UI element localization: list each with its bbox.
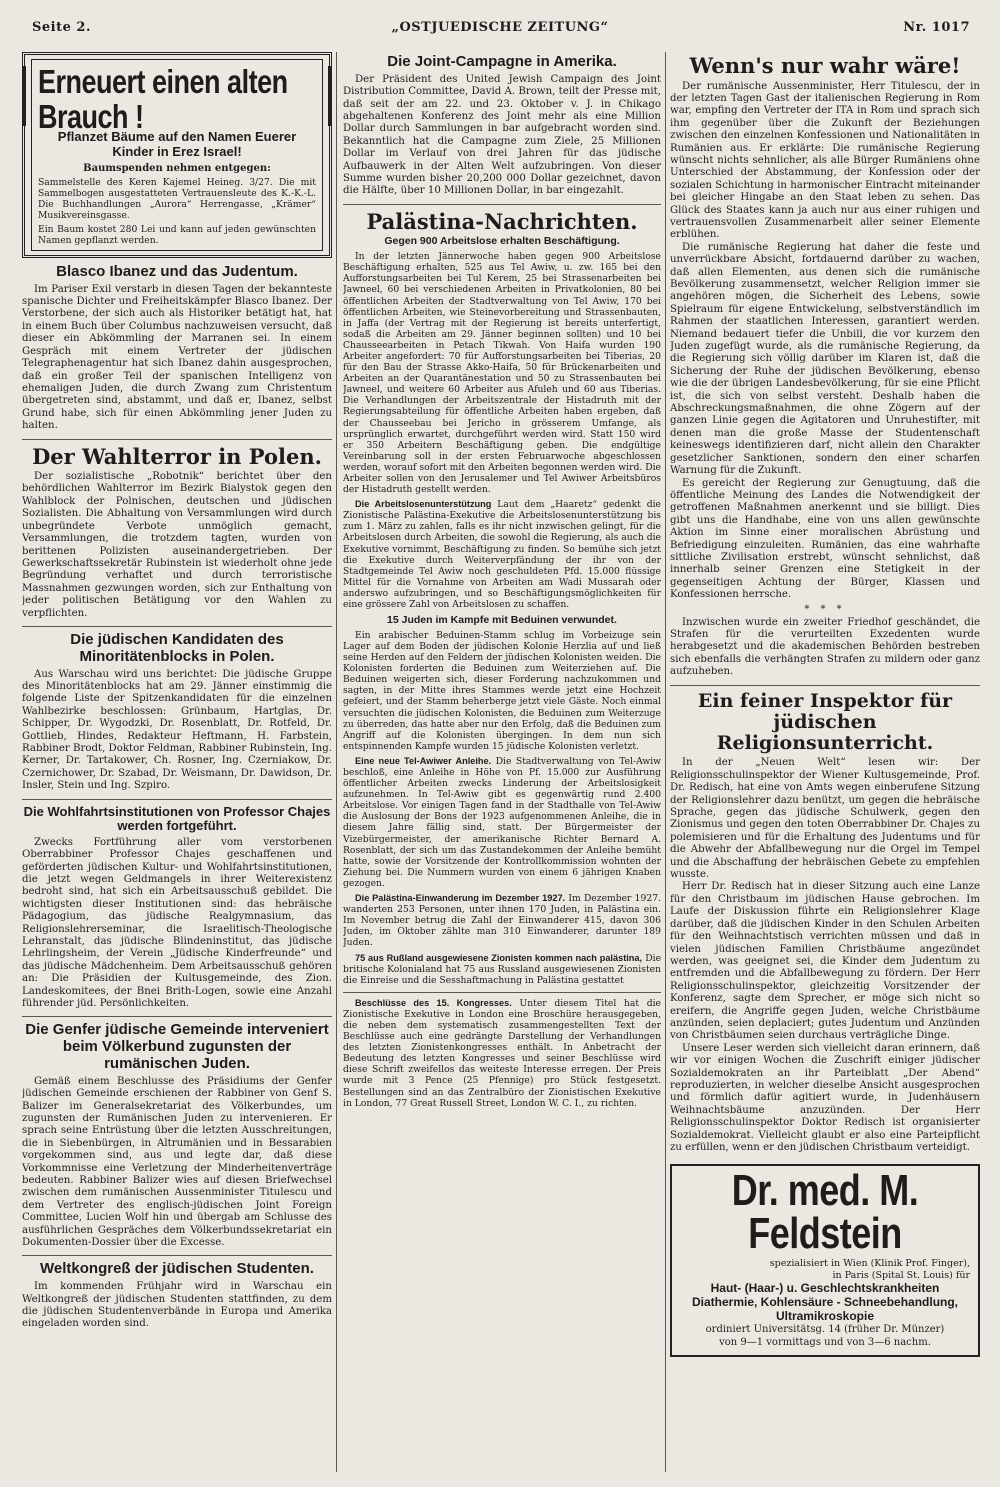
news-body: Ein arabischer Beduinen-Stamm schlug im Vorbeizuge sein Lager auf dem Boden der jüdischen Kolonie Herzlia auf und ließ seine Herden auf den Feldern der jüdischen Kolonisten weiden. Die Kolonisten forderten die Beduinen zum Weiterziehen auf. Die Beduinen weigerten sich, dieser Forderung nachzukommen und sagten, in der Mitte ihres Stammes werde jetzt eine Hochzeit gefeiert, und der Stamm beherberge jetzt viele Gäste. Noch einmal versuchten die jüdischen Kolonisten, die Beduinen zum Weiterzuge zu überreden, das hatte aber nur den Erfolg, daß die Beduinen zum Angriff auf die Kolonisten übergingen. In dem nun sich entspinnenden Kampfe wurden 15 jüdische Kolonisten verletzt.: [343, 629, 661, 752]
article-title: Die Genfer jüdische Gemeinde interveniert beim Völkerbund zugunsten der rumänischen Juden.: [25, 1021, 329, 1072]
news-item: [343, 953, 661, 986]
article-body: Zwecks Fortführung aller vom verstorbenen Oberrabbiner Professor Chajes geschaffenen und geförderten jüdischen Kultur- und Wohlfahrtsinstitutionen, die jetzt wegen Geldmangels in ihrer Weiterexistenz bedroht sind, hat sich ein Arbeitsausschuß gebildet. Die wichtigsten dieser Institutionen sind: das hebräische Pädagogium, das jüdische Realgymnasium, das Religionslehrerseminar, die Israelitisch-Theologische Lehranstalt, das jüdische Blindeninstitut, das jüdische Lehrlingsheim, der Verein „Jüdische Kinderfreunde“ und das jüdische Mädchenheim. Dem Arbeitsausschuß gehören an: Die Präsidien der Kultusgemeinde, des Zion. Landeskomitees, der Bnei Brith-Logen, sowie eine Anzahl führender jüd. Persönlichkeiten.: [22, 836, 332, 1009]
news-item: [343, 998, 661, 1109]
article-body: Unsere Leser werden sich vielleicht daran erinnern, daß wir vor einigen Wochen die Zuschrift einiger jüdischer Sozialdemokraten an ihr Parteiblatt „Der Abend“ reproduzierten, in welcher dieselbe Ansicht ausgesprochen und förmlich dafür agitiert wurde, in Judenhäusern Weihnachtsbäume anzuzünden. Der Herr Religionsschulinspektor Doktor Redisch ist organisierter Sozialdemokrat. Vielleicht glaubt er also eine Parteipflicht zu erfüllen, wenn er den jüdischen Christbaum verteidigt.: [670, 1042, 980, 1153]
news-body: Laut dem „Haaretz“ gedenkt die Zionistische Palästina-Exekutive die Arbeitslosenunterstützung bis zum 1. März zu zahlen, falls es ihr nicht inzwischen gelingt, für die Arbeitslosen durch Arbeiten, die sowohl die Regierung, als auch die Exekutive vornimmt, Beschäftigung zu finden. So bemühe sich jetzt die Exekutive durch Weiterverpfändung der ihr von der Stadtgemeinde Tel Awiw noch geschuldeten Pfd. 15.000 flüssige Mittel für die Vornahme von Arbeiten am Wadi Mussarah oder anderswo aufzubringen, und so Beschäftigungsmöglichkeiten für eine grössere Zahl von Arbeitslosen zu schaffen.: [343, 499, 661, 611]
ad-decor-bar: [22, 66, 26, 126]
ad-subheadline: Pflanzet Bäume auf den Namen Euerer Kinder in Erez Israel!: [57, 128, 297, 160]
news-item: [343, 756, 661, 889]
news-body: In der letzten Jännerwoche haben gegen 900 Arbeitslose Beschäftigung erhalten, 525 aus Tel Awiw, u. zw. 165 bei den Aufforstungsarbeiten bei Tul Kerem, 25 bei Strassenarbeiten bei Jawneel, 60 bei verschiedenen Arbeiten in Privatkolonien, 80 bei öffentlichen Arbeiten der Stadtverwaltung von Tel Awiw, 170 bei öffentlichen Arbeiten, wie Steinevorbereitung und Strassenbauten, in Jaffa (der Vertrag mit der Regierung ist bereits unterfertigt, sodaß die Arbeiten am 29. Jänner beginnen sollten) und 10 bei Chausseearbeiten in Petach Tikwah. Von Haifa wurden 190 Arbeiter angefordert: 70 für Aufforstungsarbeiten bei Tiberias, 20 für den Bau der Strasse Akko-Haifa, 50 für Brückenarbeiten und Arbeiten an der Quarantänestation und 50 zu Strassenbauten bei Jawneel, und weitere 60 Arbeiter aus Afuleh und 60 aus Tiberias. Die Verhandlungen der Arbeitszentrale der Histadruth mit der Regierungsabteilung für öffentliche Arbeiten haben ergeben, daß der Chausseebau bei Jericho in grösserem Umfange, als ursprünglich erwartet, durchgeführt werden wird. Statt 150 wird er 350 Arbeitern Beschäftigung geben. Die endgültige Vereinbarung soll in der ersten Februarwoche abgeschlossen werden, worauf sofort mit den Arbeiten begonnen werden wird. Die Arbeiter sollen von den Jerusalemer und Tel Awiwer Arbeitsbüros der Histadruth gestellt werden.: [343, 251, 661, 496]
section-dots: * * *: [804, 603, 846, 615]
doctor-address: ordiniert Universitätsg. 14 (früher Dr. Münzer): [705, 1324, 945, 1336]
doctor-name: Dr. med. M. Feldstein: [731, 1165, 919, 1259]
doctor-fields: Haut- (Haar-) u. Geschlechtskrankheiten Diathermie, Kohlensäure - Schneebehandlung, Ultramikroskopie: [691, 1281, 959, 1324]
divider: [343, 204, 661, 205]
article-title: Wenn's nur wahr wäre!: [689, 53, 961, 78]
article-body: Herr Dr. Redisch hat in dieser Sitzung auch eine Lanze für den Christbaum im jüdischen Hause gebrochen. Im Laufe der Diskussion führte ein Religionslehrer Klage darüber, daß die jüdischen Kinder in den Schulen Arbeiten für den Weihnachtstisch verrichten müssen und daß in vielen jüdischen Familien Christbäume angezündet werden, was geeignet sei, die Kinder dem Judentum zu entfremden und die Abfallbewegung zu fördern. Der Herr Religionsschulinspektor, gleichzeitig Vorsitzender der Konferenz, sagte dem Sprecher, er möge sich nicht so ereifern, die Angriffe gegen Juden, welche Christbäume anzünden, seien deplaciert; gutes Judentum und Anzünden von Christbäumen seien durchaus verträgliche Dinge.: [670, 881, 980, 1042]
article-body: Aus Warschau wird uns berichtet: Die jüdische Gruppe des Minoritätenblocks hat am 29. Jänner einstimmig die folgende Liste der Spitzenkandidaten für die einzelnen Wahlbezirke beschlossen: Grünbaum, Hartglas, Dr. Schipper, Dr. Wygodzki, Dr. Rosenblatt, Dr. Rotfeld, Dr. Gottlieb, Hindes, Redakteur Heftmann, H. Farbstein, Rabbiner Brodt, Doktor Feldman, Rabbiner Rubinstein, Ing. Kerner, Dr. Tartakower, Ch. Rosner, Ing. Czerniakow, Dr. Czernichower, Dr. Szabad, Dr. Weismann, Dr. Dawidson, Dr. Insler, Stein und Ing. Szpiro.: [22, 668, 332, 792]
article-title: Die Joint-Campagne in Amerika.: [387, 53, 617, 70]
column-middle: [343, 52, 661, 1482]
article-body: Es gereicht der Regierung zur Genugtuung, daß die öffentliche Meinung des Landes die Notwendigkeit der getroffenen Maßnahmen anerkennt und sie billigt. Dies gibt uns die Handhabe, eine von uns allen gewünschte Aktion im Sinne einer moralischen Abrüstung und Befriedigung einzuleiten. Rumänien, das eine wahrhafte sittliche Zivilisation erstrebt, wünscht sehnlichst, daß innerhalb seiner Grenzen eine Stetigkeit in der gegenseitigen Achtung der Bürger, Klassen und Konfessionen herrsche.: [670, 477, 980, 601]
ad-donations-label: Baumspenden nehmen entgegen:: [83, 162, 271, 174]
column-rule: [665, 52, 666, 1472]
divider: [22, 439, 332, 440]
divider: [22, 1255, 332, 1256]
doctor-hours: von 9—1 vormittags und von 3—6 nachm.: [719, 1337, 931, 1349]
tree-planting-ad: [22, 52, 332, 258]
news-body: Die Stadtverwaltung von Tel-Awiw beschloß, eine Anleihe in Höhe von Pf. 15.000 zur Ausführung öffentlicher Arbeiten zwecks Linderung der Arbeitslosigkeit aufzunehmen. In Tel-Awiw gibt es gegenwärtig rund 2.400 Arbeitslose. Vor einigen Tagen fand in der Stadthalle von Tel-Awiw die Auslosung der Bons der 1923 aufgenommenen Anleihe, die in diesem Jahre fällig sind, statt. Der Bürgermeister der Vizebürgermeister, der amerikanische Richter Bernard A. Rosenblatt, der sich um das Zustandekommen der Anleihe bemüht hatte, sowie der Vorsitzende der Kontrollkommission wohnten der Ziehung bei. Die Nummern wurden von einem 6 jährigen Knaben gezogen.: [343, 755, 661, 889]
news-lead: Eine neue Tel-Awiwer Anleihe.: [355, 755, 492, 766]
news-subtitle: Gegen 900 Arbeitslose erhalten Beschäftigung.: [384, 235, 620, 248]
article-body: Gemäß einem Beschlusse des Präsidiums der Genfer jüdischen Gemeinde erschienen der Rabbiner von Genf S. Balizer im Generalsekretariat des Völkerbundes, um zugunsten der Rumänischen Juden zu intervenieren. Er sprach seine Entrüstung über die letzten Ausschreitungen, die in Siebenbürgen, in Altrumänien und in Bessarabien vorgekommen sind, aus und legte dar, daß diese Vorkommnisse eine Verletzung der Minderheitenverträge bedeuten. Rabbiner Balizer wies auf diesen Briefwechsel zwischen dem rumänischen Aussenminister Titulescu und dem Vertreter des englisch-jüdischen Joint Foreign Committee, Lucien Wolf hin und übergab am Schlusse des ausführlichen Gespräches dem Völkerbundssekretariat ein Dokumenten-Dossier über die Excesse.: [22, 1075, 332, 1249]
article-body: Die rumänische Regierung hat daher die feste und unverrückbare Absicht, fortdauernd darüber zu wachen, daß allen Elementen, aus denen sich die rumänische Bevölkerung zusammensetzt, welcher Religion immer sie angehören mögen, die Sicherheit des Lebens, sowie Spielraum für eigene Entwickelung, selbstverständlich im Rahmen der staatlichen Interessen, garantiert werden. Niemand bedauert tiefer die Unbill, die vor kurzem den Juden zugefügt wurde, als die rumänische Regierung, da die Regierung sich völlig darüber im Klaren ist, daß die Sicherung der Ruhe der jüdischen Bevölkerung, ebenso wie die der übrigen Landesbevölkerung, für sie eine Pflicht ist, die sich von selbst versteht. Deshalb haben die Abschreckungsmaßnahmen, die ohne Zögern auf der ganzen Linie gegen die Agitatoren und Unruhestifter, mit denen man die große Masse der Studentenschaft keineswegs identifizieren darf, nicht allein den Charakter gesetzlicher Sanktionen, sondern den einer scharfen Warnung für die Zukunft.: [670, 241, 980, 477]
divider: [22, 1016, 332, 1017]
article-body: In der „Neuen Welt“ lesen wir: Der Religionsschulinspektor der Wiener Kultusgemeinde, Prof. Dr. Redisch, hat eine von Amts wegen einberufene Sitzung der Religionslehrer dazu benützt, um gegen die hebräische Sprache, gegen das jüdische Schulwerk, gegen den Zionismus und gegen den toten Oberrabbiner Dr. Chajes zu polemisieren und für die Erhaltung des Judentums und für die Abwehr der Abfallbewegung nur die Orgel im Tempel und die Abschaffung der hebräischen Gebete zu empfehlen wusste.: [670, 757, 980, 881]
news-lead: Die Palästina-Einwanderung im Dezember 1927.: [355, 893, 566, 904]
news-lead: Beschlüsse des 15. Kongresses.: [355, 997, 512, 1008]
news-body: Im Dezember 1927. wanderten 253 Personen, unter ihnen 170 Juden, in Palästina ein. Im November betrug die Zahl der Einwanderer 415, davon 306 Juden, im Oktober zählte man 310 Einwanderer, darunter 189 Juden.: [343, 893, 661, 949]
ad-body: Sammelstelle des Keren Kajemel Heineg. 3/27. Die mit Sammelbogen ausgestatteten Vertrauensleute des K.-K.-L. Die Buchhandlungen „Aurora“ Herrengasse, „Krämer“ Musikvereinsgasse.: [38, 176, 316, 221]
news-lead: Die Arbeitslosenunterstützung: [355, 499, 492, 510]
divider: [22, 626, 332, 627]
divider: [22, 799, 332, 800]
article-title: Blasco Ibanez und das Judentum.: [56, 262, 298, 280]
section-title: Palästina-Nachrichten.: [366, 208, 638, 234]
news-lead: 75 aus Rußland ausgewiesene Zionisten kommen nach palästina,: [355, 952, 643, 963]
article-body: Der Präsident des United Jewish Campaign des Joint Distribution Committee, David A. Brown, teilt der Presse mit, daß seit der am 22. und 23. Oktober v. J. in Chikago abgehaltenen Konferenz des Joint mehr als eine Million Dollar durch Sammlungen in bar aufgebracht worden sind. Bekanntlich hat die Campagne zum Ziele, 25 Millionen Dollar im Verlauf von drei Jahren für das jüdische Aufbauwerk in der Alten Welt aufzubringen. Von dieser Summe wurden bisher 20,200 000 Dollar gezeichnet, davon die Hälfte, über 10 Millionen Dollar, in bar eingezahlt.: [343, 73, 661, 197]
ad-headline: Erneuert einen alten Brauch !: [38, 62, 288, 136]
article-title: Ein feiner Inspektor für jüdischen Religionsunterricht.: [697, 689, 953, 755]
divider: [343, 992, 661, 993]
news-subtitle: 15 Juden im Kampfe mit Beduinen verwundet.: [387, 614, 617, 627]
doctor-ad: [670, 1164, 980, 1357]
article-title: Die jüdischen Kandidaten des Minoritätenblocks in Polen.: [70, 630, 284, 665]
article-body: Inzwischen wurde ein zweiter Friedhof geschändet, die Strafen für die verurteilten Exzedenten wurde herabgesetzt und die akademischen Behörden bestreben sich ebenfalls die verhängten Strafen zu mildern oder ganz aufzuheben.: [670, 616, 980, 678]
page-header: [0, 0, 1000, 40]
ad-frame: [31, 59, 323, 251]
news-item: [343, 893, 661, 948]
article-body: Der sozialistische „Robotnik“ berichtet über den behördlichen Wahlterror im Bezirk Bialystok gegen den Wahlblock der Polnischen, deutschen und jüdischen Sozialisten. Die Abhaltung von Versammlungen wird durch unbegründete Verbote unmöglich gemacht, Versammlungen, die trotzdem tagten, wurden von berittenen Polizisten auseinandergetrieben. Der Gewerkschaftssekretär Rubinstein ist wiederholt ohne jede Begründung verhaftet und durch terroristische Massnahmen gezwungen worden, sich zur Enthaltung von jeder politischen Betätigung vor den Wahlen zu verpflichten.: [22, 471, 332, 619]
page-number: Seite 2.: [32, 20, 91, 35]
news-body: Die britische Kolonialand hat 75 aus Russland ausgewiesenen Zionisten die Einreise und die Sesshaftmachung in Palästina gestattet: [343, 952, 661, 986]
palestine-news: [343, 236, 661, 1108]
news-body: Unter diesem Titel hat die Zionistische Exekutive in London eine Broschüre herausgegeben, die neben dem systematisch zusammengestellten Text der Beschlüsse auch eine gedrängte Darstellung der Verhandlungen des letzten Zionistenkongresses enthält. In Anbetracht der Bedeutung des letzten Kongresses und seiner Beschlüsse wird diese Schrift zweifellos das weiteste Interesse erregen. Der Preis wurde mit 3 Pence (25 Pfennige) pro Stück festgesetzt. Bestellungen sind an das Zentralbüro der Zionistischen Exekutive in London, 77 Great Russell Street, London W. C. I., zu richten.: [343, 997, 661, 1109]
doctor-specialization: in Paris (Spital St. Louis) für: [832, 1269, 970, 1281]
newspaper-name: „OSTJUEDISCHE ZEITUNG“: [391, 20, 609, 35]
article-title: Weltkongreß der jüdischen Studenten.: [40, 1260, 314, 1278]
article-body: Im Pariser Exil verstarb in diesen Tagen der bekannteste spanische Dichter und Freiheitskämpfer Blasco Ibanez. Der Verstorbene, der sich auch als Historiker betätigt hat, hat in einem Buch über Columbus nachzuweisen versucht, daß dieser ein Abkömmling der Marranen sei. In einem Gespräch mit einem Vertreter der jüdischen Telegraphenagentur hat sich Ibanez dahin ausgesprochen, daß ein großer Teil der spanischen Intelligenz von ehemaligen Juden, die durch Zwang zum Christentum übergetreten sind, abstammt, und daß er, Ibanez, selbst Grund habe, sich für einen Abkömmling jener Juden zu halten.: [22, 283, 332, 432]
article-title: Die Wohlfahrtsinstitutionen von Professor Chajes werden fortgeführt.: [23, 803, 331, 834]
ad-decor-bar: [328, 66, 332, 126]
article-body: Der rumänische Aussenminister, Herr Titulescu, der in der letzten Tagen Gast der italienischen Regierung in Rom war, empfing den Vertreter der ITA in Rom und sprach sich ihm gegenüber über die Zukunft der Beziehungen zwischen den einzelnen Konfessionen und Nationalitäten in Rumänien aus. Er erklärte: Die rumänische Regierung wünscht nichts sehnlicher, als alle Bürger Rumäniens ohne Unterschied der Abstammung, der Konfession oder der sozialen Schichtung in harmonischer Eintracht miteinander bei gleicher Hingabe an den Staat leben zu sehen. Das Glück des Staates kann ja auch nur aus einer ruhigen und vertrauensvollen Zusammenarbeit aller seiner Elemente erblühen.: [670, 80, 980, 241]
divider: [670, 685, 980, 686]
news-item: [343, 499, 661, 610]
column-rule: [336, 52, 337, 1472]
ad-price: Ein Baum kostet 280 Lei und kann auf jeden gewünschten Namen gepflanzt werden.: [38, 223, 316, 246]
column-left: [22, 52, 332, 1482]
doctor-specialization: spezialisiert in Wien (Klinik Prof. Finger),: [769, 1258, 970, 1270]
column-right: [670, 52, 980, 1482]
article-title: Der Wahlterror in Polen.: [32, 443, 322, 469]
article-body: Im kommenden Frühjahr wird in Warschau ein Weltkongreß der jüdischen Studenten stattfinden, zu dem die jüdischen Studentenverbände in Europa und Amerika eingeladen worden sind.: [22, 1281, 332, 1330]
issue-number: Nr. 1017: [903, 20, 970, 35]
